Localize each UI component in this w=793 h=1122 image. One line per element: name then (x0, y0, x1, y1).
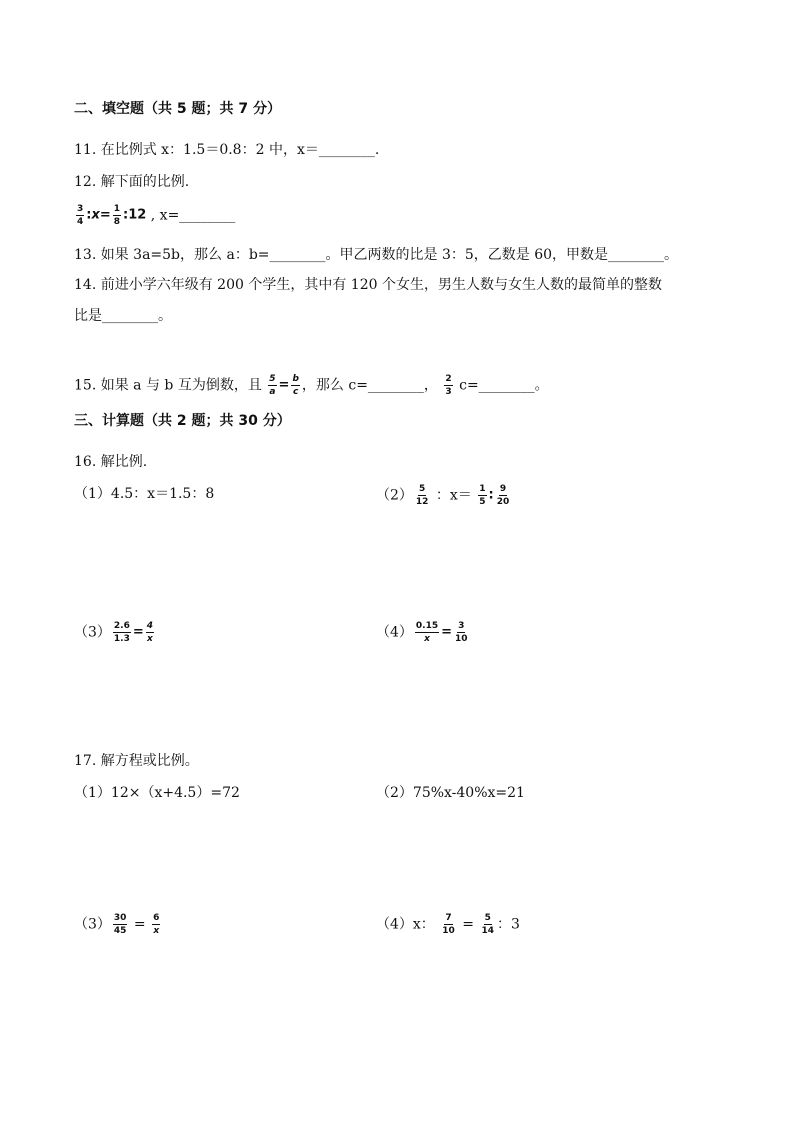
fraction: $\frac{7}{10}$ (442, 913, 455, 936)
question-15: 15. 如果 a 与 b 互为倒数，且 $\frac{5}{a}$ = $\frac{b}{c}$ ，那么 c=________， $\frac{2}{3}$ c=________。 (74, 374, 549, 397)
fraction: $\frac{3}{4}$ (77, 204, 84, 227)
fraction: $\frac{3}{10}$ (455, 621, 468, 644)
fraction: $\frac{b}{c}$ (292, 374, 299, 397)
question-17-part3: （3） $\frac{30}{45}$ = $\frac{6}{x}$ (74, 913, 160, 936)
question-12: 12. 解下面的比例. (74, 174, 190, 190)
question-16-part3: （3） $\frac{2.6}{1.3}$ = $\frac{4}{x}$ (74, 621, 154, 644)
question-14-line1: 14. 前进小学六年级有 200 个学生，其中有 120 个女生，男生人数与女生人数的最简单的整数 (74, 277, 662, 293)
section-fill-title: 二、填空题（共 5 题；共 7 分） (74, 101, 281, 117)
fraction: $\frac{2}{3}$ (445, 374, 452, 397)
fraction: $\frac{30}{45}$ (113, 913, 127, 936)
question-17: 17. 解方程或比例。 (74, 753, 199, 769)
question-13: 13. 如果 3a=5b，那么 a：b=________。甲乙两数的比是 3：5，乙数是 60，甲数是________。 (74, 247, 679, 263)
question-12-equation: $\frac{3}{4}$ :x= $\frac{1}{8}$ :12 , x=________ (77, 204, 236, 227)
answer-blank: , x=________ (146, 207, 236, 224)
fraction: $\frac{5}{12}$ (415, 484, 429, 507)
question-17-part2: （2）75%x-40%x=21 (376, 785, 525, 801)
fraction: $\frac{5}{a}$ (269, 374, 276, 397)
fraction: $\frac{1}{8}$ (113, 204, 121, 227)
fraction: $\frac{9}{20}$ (496, 484, 510, 507)
fraction: $\frac{0.15}{x}$ (415, 621, 439, 644)
question-17-part1: （1）12×（x+4.5）=72 (74, 785, 240, 801)
question-17-part4: （4）x： $\frac{7}{10}$ = $\frac{5}{14}$ ：3 (376, 913, 520, 936)
fraction: $\frac{2.6}{1.3}$ (113, 621, 130, 644)
fraction: $\frac{1}{5}$ (479, 484, 486, 507)
fraction: $\frac{4}{x}$ (146, 621, 154, 644)
question-16-part1: （1）4.5：x＝1.5：8 (74, 486, 215, 502)
question-16-part2: （2） $\frac{5}{12}$ ：x＝ $\frac{1}{5}$ : $\frac{9}{20}$ (376, 484, 510, 507)
section-calc-title: 三、计算题（共 2 题；共 30 分） (74, 413, 291, 429)
fraction: $\frac{6}{x}$ (153, 913, 160, 936)
question-11: 11. 在比例式 x：1.5＝0.8：2 中，x＝________. (74, 142, 380, 158)
question-16: 16. 解比例. (74, 454, 148, 470)
fraction: $\frac{5}{14}$ (481, 913, 494, 936)
question-16-part4: （4） $\frac{0.15}{x}$ = $\frac{3}{10}$ (376, 621, 468, 644)
question-14-line2: 比是________。 (74, 308, 172, 324)
